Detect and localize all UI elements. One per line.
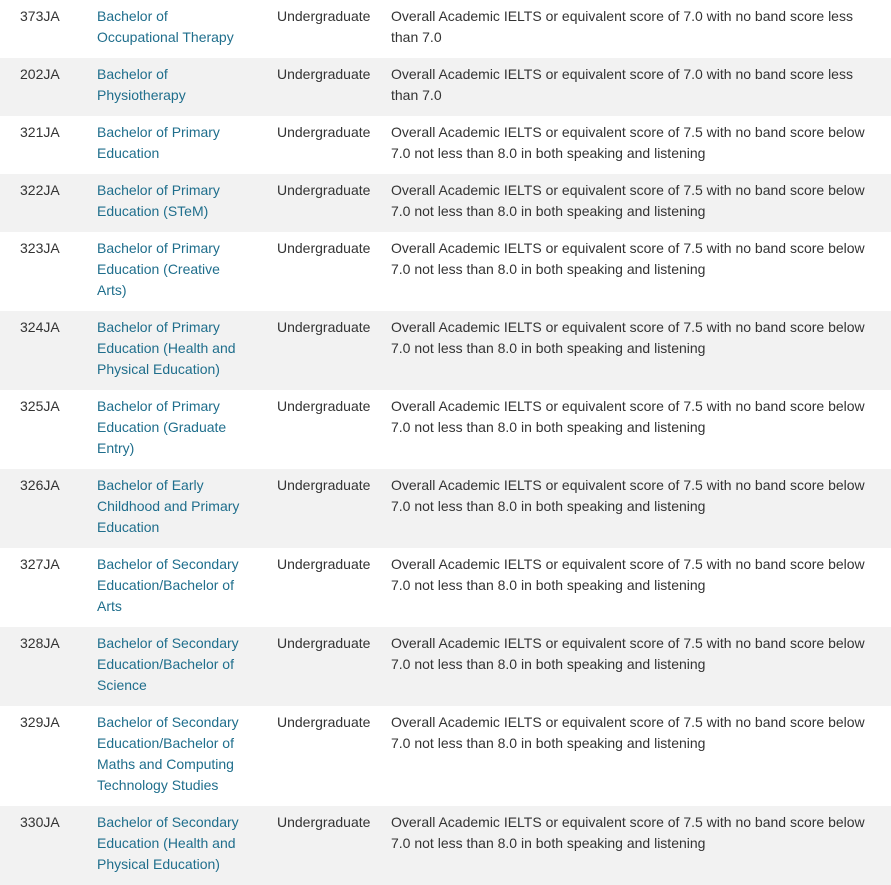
english-requirement: Overall Academic IELTS or equivalent score of 7.5 with no band score below 7.0 not less than 8.0 in both speaking and listening <box>391 124 865 161</box>
course-code: 321JA <box>20 124 60 140</box>
course-code: 329JA <box>20 714 60 730</box>
course-level: Undergraduate <box>277 714 371 730</box>
course-name-link[interactable]: Bachelor of Secondary Education/Bachelor of Arts <box>97 556 239 614</box>
course-level: Undergraduate <box>277 8 371 24</box>
course-name-link[interactable]: Bachelor of Secondary Education (Health and Physical Education) <box>97 814 239 872</box>
english-requirement: Overall Academic IELTS or equivalent score of 7.0 with no band score less than 7.0 <box>391 8 853 45</box>
table-row <box>0 0 891 58</box>
course-code: 328JA <box>20 635 60 651</box>
table-row <box>0 706 891 806</box>
course-level: Undergraduate <box>277 240 371 256</box>
table-row <box>0 390 891 469</box>
english-requirement: Overall Academic IELTS or equivalent score of 7.5 with no band score below 7.0 not less than 8.0 in both speaking and listening <box>391 635 865 672</box>
table-row <box>0 627 891 706</box>
course-name-link[interactable]: Bachelor of Early Childhood and Primary Education <box>97 477 240 535</box>
course-name-link[interactable]: Bachelor of Primary Education (Health and Physical Education) <box>97 319 236 377</box>
course-name-link[interactable]: Bachelor of Secondary Education/Bachelor of Maths and Computing Technology Studies <box>97 714 239 793</box>
table-row <box>0 311 891 390</box>
course-level: Undergraduate <box>277 635 371 651</box>
table-row <box>0 58 891 116</box>
course-level: Undergraduate <box>277 124 371 140</box>
table-row <box>0 116 891 174</box>
course-level: Undergraduate <box>277 814 371 830</box>
table-row <box>0 232 891 311</box>
english-requirement: Overall Academic IELTS or equivalent score of 7.5 with no band score below 7.0 not less than 8.0 in both speaking and listening <box>391 714 865 751</box>
course-name-link[interactable]: Bachelor of Primary Education (STeM) <box>97 182 220 219</box>
table-row <box>0 469 891 548</box>
course-code: 330JA <box>20 814 60 830</box>
english-requirement: Overall Academic IELTS or equivalent score of 7.5 with no band score below 7.0 not less than 8.0 in both speaking and listening <box>391 814 865 851</box>
course-code: 324JA <box>20 319 60 335</box>
english-requirement: Overall Academic IELTS or equivalent score of 7.5 with no band score below 7.0 not less than 8.0 in both speaking and listening <box>391 398 865 435</box>
english-requirement: Overall Academic IELTS or equivalent score of 7.5 with no band score below 7.0 not less than 8.0 in both speaking and listening <box>391 477 865 514</box>
english-requirement: Overall Academic IELTS or equivalent score of 7.5 with no band score below 7.0 not less than 8.0 in both speaking and listening <box>391 240 865 277</box>
course-name-link[interactable]: Bachelor of Physiotherapy <box>97 66 186 103</box>
course-code: 373JA <box>20 8 60 24</box>
course-level: Undergraduate <box>277 66 371 82</box>
course-level: Undergraduate <box>277 182 371 198</box>
course-name-link[interactable]: Bachelor of Secondary Education/Bachelor of Science <box>97 635 239 693</box>
course-code: 325JA <box>20 398 60 414</box>
table-row <box>0 806 891 885</box>
table-row <box>0 548 891 627</box>
course-code: 322JA <box>20 182 60 198</box>
english-requirement: Overall Academic IELTS or equivalent score of 7.5 with no band score below 7.0 not less than 8.0 in both speaking and listening <box>391 556 865 593</box>
course-code: 326JA <box>20 477 60 493</box>
course-name-link[interactable]: Bachelor of Primary Education (Graduate Entry) <box>97 398 227 456</box>
english-requirement: Overall Academic IELTS or equivalent score of 7.5 with no band score below 7.0 not less than 8.0 in both speaking and listening <box>391 319 865 356</box>
course-level: Undergraduate <box>277 556 371 572</box>
table-row <box>0 174 891 232</box>
course-level: Undergraduate <box>277 319 371 335</box>
course-level: Undergraduate <box>277 477 371 493</box>
course-name-link[interactable]: Bachelor of Occupational Therapy <box>97 8 234 45</box>
course-level: Undergraduate <box>277 398 371 414</box>
english-requirement: Overall Academic IELTS or equivalent score of 7.0 with no band score less than 7.0 <box>391 66 853 103</box>
english-requirement: Overall Academic IELTS or equivalent score of 7.5 with no band score below 7.0 not less than 8.0 in both speaking and listening <box>391 182 865 219</box>
course-code: 323JA <box>20 240 60 256</box>
course-code: 327JA <box>20 556 60 572</box>
course-name-link[interactable]: Bachelor of Primary Education <box>97 124 220 161</box>
course-code: 202JA <box>20 66 60 82</box>
course-name-link[interactable]: Bachelor of Primary Education (Creative Arts) <box>97 240 220 298</box>
